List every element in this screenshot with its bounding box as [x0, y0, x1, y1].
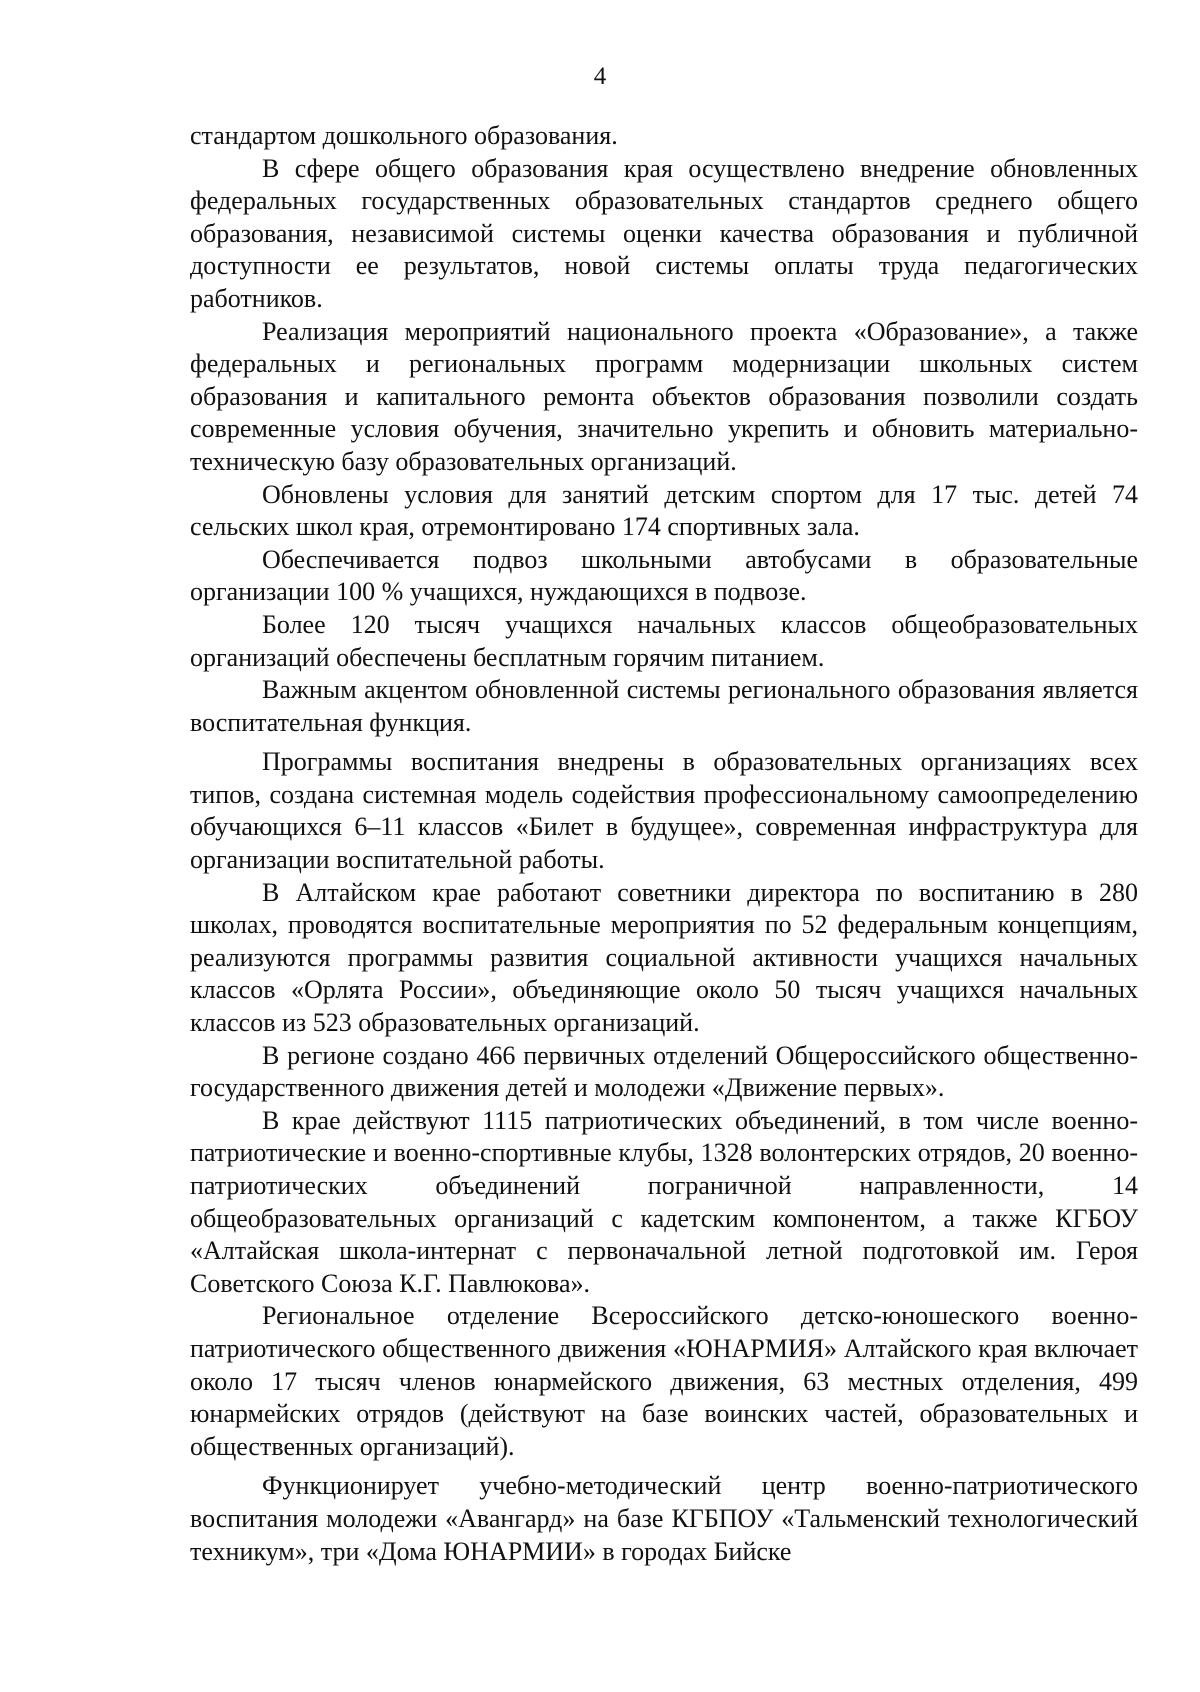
- paragraph-3: Реализация мероприятий национального проекта «Образование», а также федеральных и региональных программ модернизации школьных систем образования и капитального ремонта объектов образования позволили создать современные условия обучения, значительно укрепить и обновить материально-техническую базу образовательных организаций.: [190, 316, 1138, 476]
- paragraph-13: Функционирует учебно-методический центр военно-патриотического воспитания молодежи «Авангард» на базе КГБПОУ «Тальменский технологический техникум», три «Дома ЮНАРМИИ» в городах Бийске: [190, 1471, 1138, 1566]
- page-number: 4: [593, 63, 607, 90]
- paragraph-12: Региональное отделение Всероссийского детско-юношеского военно-патриотического общественного движения «ЮНАРМИЯ» Алтайского края включает около 17 тысяч членов юнармейского движения, 63 местных отделения, 499 юнармейских отрядов (действуют на базе воинских частей, образовательных и общественных организаций).: [190, 1301, 1138, 1461]
- paragraph-7: Важным акцентом обновленной системы регионального образования является воспитательная функция.: [190, 675, 1138, 737]
- document-body: [190, 120, 1138, 1568]
- paragraph-8: Программы воспитания внедрены в образовательных организациях всех типов, создана системная модель содействия профессиональному самоопределению обучающихся 6–11 классов «Билет в будущее», современная инфраструктура для организации воспитательной работы.: [190, 747, 1138, 875]
- paragraph-1: стандартом дошкольного образования.: [190, 121, 618, 150]
- paragraph-11: В крае действуют 1115 патриотических объединений, в том числе военно-патриотические и военно-спортивные клубы, 1328 волонтерских отрядов, 20 военно-патриотических объединений пограничной направленности, 14 общеобразовательных организаций с кадетским компонентом, а также КГБОУ «Алтайская школа-интернат с первоначальной летной подготовкой им. Героя Советского Союза К.Г. Павлюкова».: [190, 1105, 1138, 1298]
- paragraph-9: В Алтайском крае работают советники директора по воспитанию в 280 школах, проводятся воспитательные мероприятия по 52 федеральным концепциям, реализуются программы развития социальной активности учащихся начальных классов «Орлята России», объединяющие около 50 тысяч учащихся начальных классов из 523 образовательных организаций.: [190, 877, 1138, 1038]
- paragraph-5: Обеспечивается подвоз школьными автобусами в образовательные организации 100 % учащихся, нуждающихся в подвозе.: [190, 544, 1138, 607]
- paragraph-4: Обновлены условия для занятий детским спортом для 17 тыс. детей 74 сельских школ края, отремонтировано 174 спортивных зала.: [190, 479, 1138, 542]
- paragraph-10: В регионе создано 466 первичных отделений Общероссийского общественно-государственного движения детей и молодежи «Движение первых».: [190, 1040, 1138, 1103]
- paragraph-2: В сфере общего образования края осуществлено внедрение обновленных федеральных государственных образовательных стандартов среднего общего образования, независимой системы оценки качества образования и публичной доступности ее результатов, новой системы оплаты труда педагогических работников.: [190, 153, 1138, 313]
- paragraph-6: Более 120 тысяч учащихся начальных классов общеобразовательных организаций обеспечены бесплатным горячим питанием.: [190, 609, 1138, 672]
